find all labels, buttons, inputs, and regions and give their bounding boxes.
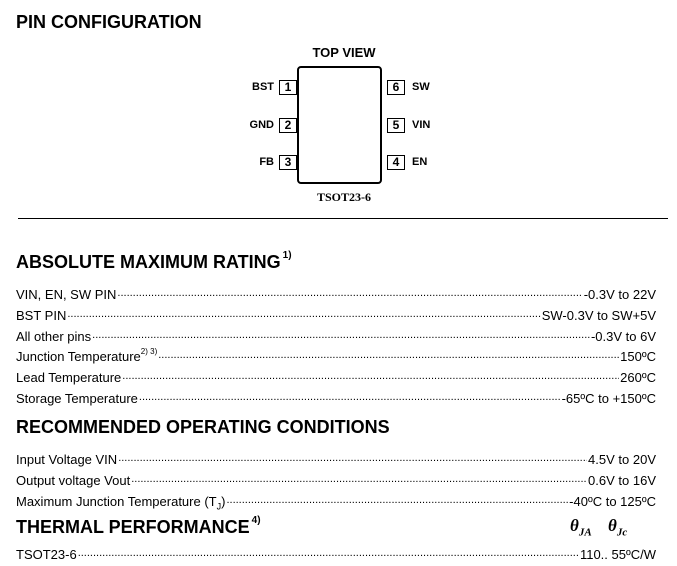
pin-6-name: SW: [412, 81, 430, 93]
abs-max-title: ABSOLUTE MAXIMUM RATING $^{1)}$: [16, 250, 292, 272]
pin-config-title: PIN CONFIGURATION: [16, 12, 202, 32]
thermal-row: TSOT23-6 ..... 110.. 55ºC/W: [16, 545, 656, 563]
pin-3-name: FB: [259, 156, 274, 168]
pin-4-name: EN: [412, 156, 428, 168]
pin-1-number: 1: [279, 80, 297, 95]
abs-max-row: VIN, EN, SW PIN ..... -0.3V to 22V: [16, 285, 656, 303]
rec-op-row: Maximum Junction Temperature $(T_J)$ ..... -40ºC to 125ºC: [16, 492, 656, 510]
package-label: TSOT23-6: [316, 190, 371, 204]
pin-1-name: BST: [252, 81, 274, 93]
abs-max-row: Junction Temperature$^{2) 3)}$ ..... 150ºC: [16, 347, 656, 365]
abs-max-row: Storage Temperature ..... -65ºC to +150ºC: [16, 389, 656, 407]
pin-3-number: 3: [279, 155, 297, 170]
pin-4-number: 4: [387, 155, 405, 170]
abs-max-row: BST PIN ..... SW-0.3V to SW+5V: [16, 306, 656, 324]
theta-jc-header: $\theta_{Jc}$: [608, 516, 628, 539]
pin-2-name: GND: [249, 119, 274, 131]
abs-max-row: All other pins ..... -0.3V to 6V: [16, 327, 656, 345]
rec-op-title: RECOMMENDED OPERATING CONDITIONS: [16, 417, 390, 437]
chip-body: [297, 66, 382, 184]
pin-6-number: 6: [387, 80, 405, 95]
theta-ja-header: $\theta_{JA}$: [570, 516, 592, 539]
top-view-label: TOP VIEW: [312, 45, 376, 60]
pin-diagram: [230, 40, 450, 210]
abs-max-row: Lead Temperature ..... 260ºC: [16, 368, 656, 386]
thermal-title: THERMAL PERFORMANCE $^{4)}$: [16, 515, 261, 537]
rec-op-row: Output voltage Vout ..... 0.6V to 16V: [16, 471, 656, 489]
rec-op-row: Input Voltage VIN ..... 4.5V to 20V: [16, 450, 656, 468]
pin-5-number: 5: [387, 118, 405, 133]
pin-2-number: 2: [279, 118, 297, 133]
section-divider: [18, 218, 668, 219]
pin-5-name: VIN: [412, 119, 431, 131]
